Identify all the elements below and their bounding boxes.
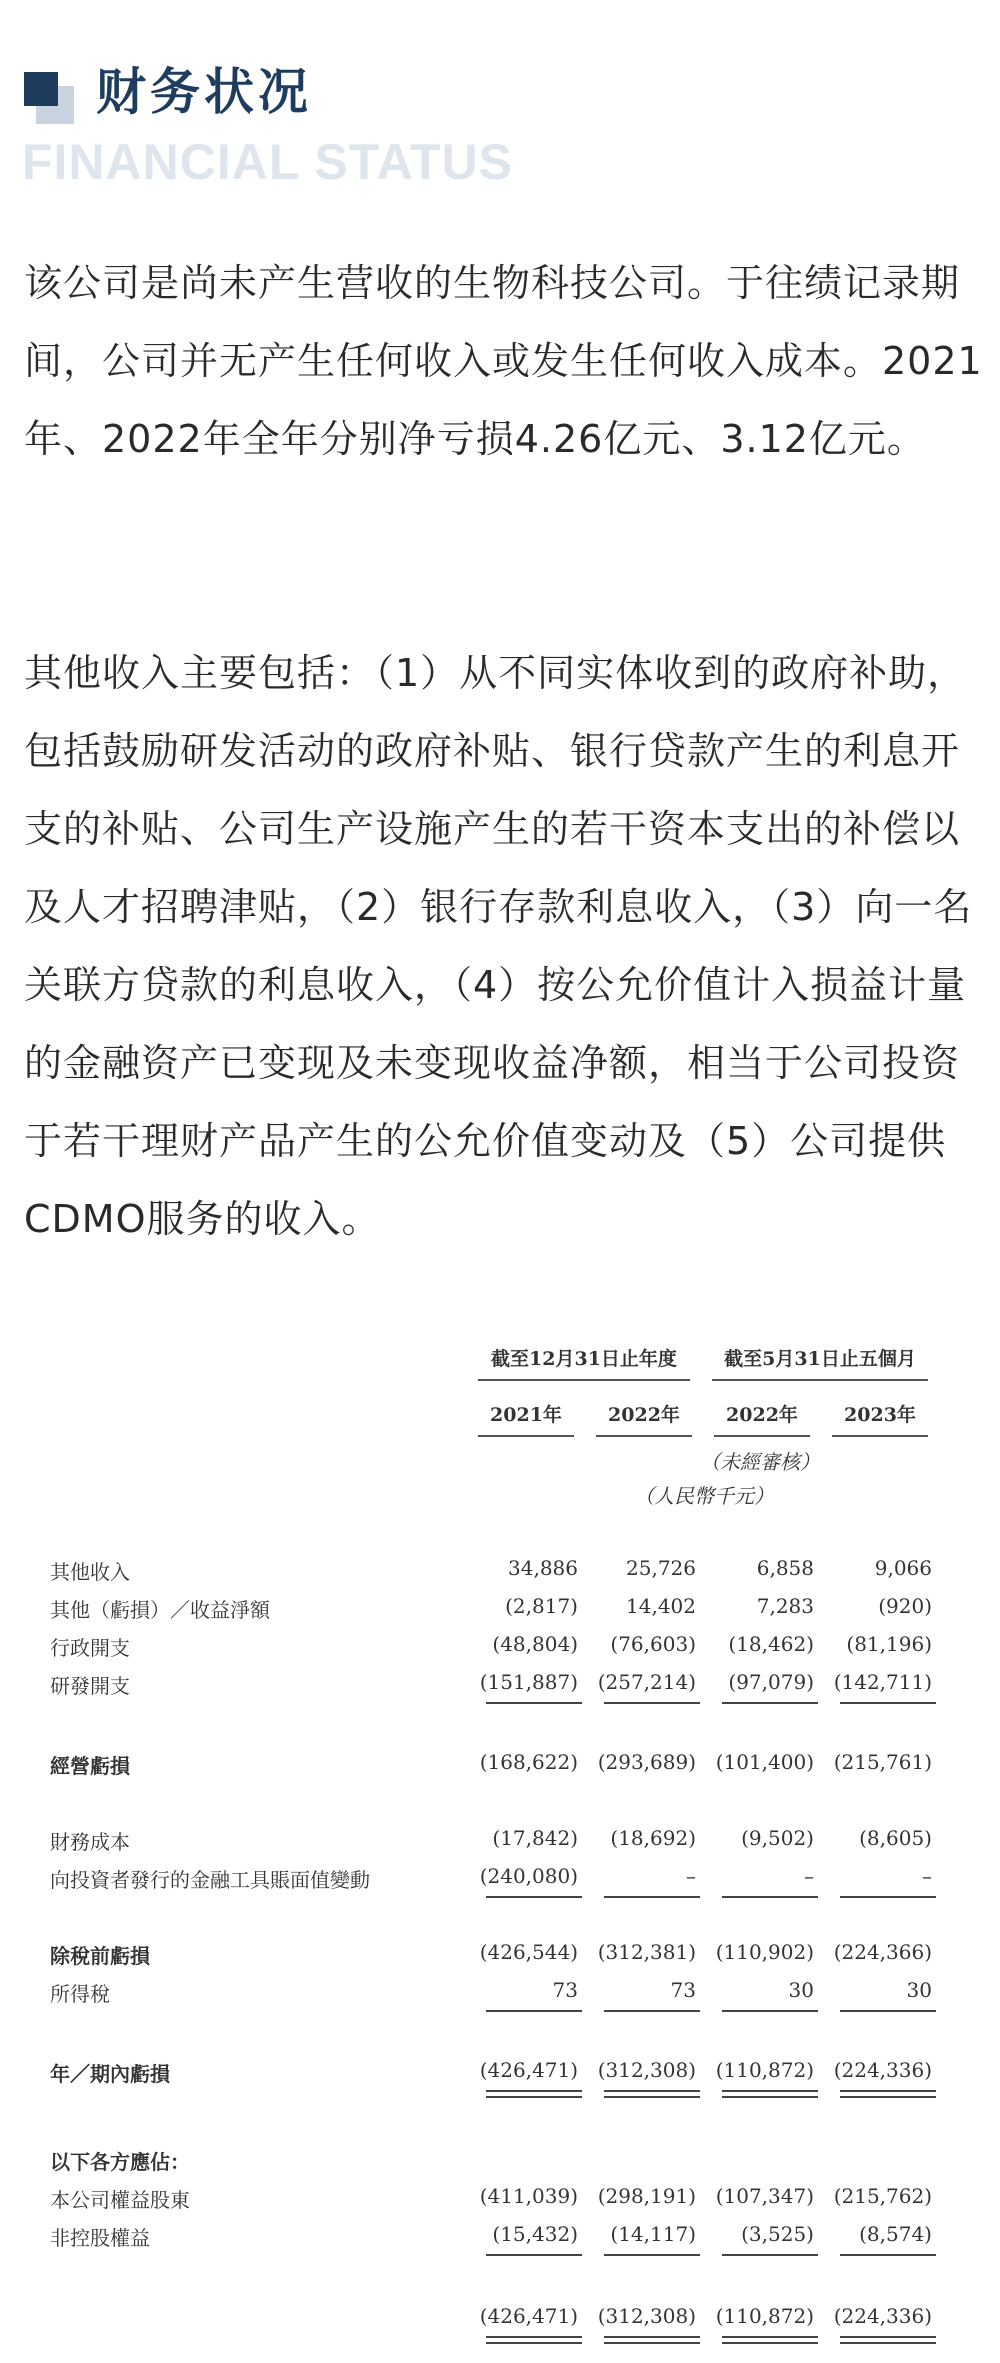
subtotal-rule xyxy=(604,1896,700,1898)
subtotal-rule xyxy=(722,2254,818,2256)
table-cell: (48,804) xyxy=(492,1632,578,1656)
total-double-rule xyxy=(604,2090,700,2098)
table-cell: (215,762) xyxy=(833,2184,932,2208)
row-label: 其他（虧損）／收益淨額 xyxy=(50,1598,270,1622)
table-cell: (426,471) xyxy=(479,2304,578,2328)
table-cell: (110,872) xyxy=(715,2304,814,2328)
table-cell: (8,605) xyxy=(859,1826,932,1850)
table-cell: (257,214) xyxy=(597,1670,696,1694)
total-double-rule xyxy=(840,2090,936,2098)
row-label: 所得稅 xyxy=(50,1982,110,2006)
row-label: 研發開支 xyxy=(50,1674,130,1698)
table-cell: (312,308) xyxy=(597,2304,696,2328)
row-label: 財務成本 xyxy=(50,1830,130,1854)
subtotal-rule xyxy=(486,2010,582,2012)
table-cell: 30 xyxy=(906,1978,932,2002)
table-cell: (240,080) xyxy=(479,1864,578,1888)
table-cell: – xyxy=(922,1864,932,1888)
unaudited-note: （未經審核） xyxy=(700,1450,820,1474)
table-cell: (2,817) xyxy=(505,1594,578,1618)
subtotal-rule xyxy=(604,2010,700,2012)
section-title: 财务状况 xyxy=(96,63,312,121)
table-cell: (9,502) xyxy=(741,1826,814,1850)
table-cell: (312,308) xyxy=(597,2058,696,2082)
currency-note: （人民幣千元） xyxy=(634,1484,774,1508)
table-cell: (224,366) xyxy=(833,1940,932,1964)
column-header: 2022年 xyxy=(714,1400,810,1437)
total-double-rule xyxy=(486,2090,582,2098)
subtotal-rule xyxy=(486,1896,582,1898)
column-header: 2023年 xyxy=(832,1400,928,1437)
table-cell: (18,462) xyxy=(728,1632,814,1656)
table-cell: (293,689) xyxy=(597,1750,696,1774)
table-cell: 34,886 xyxy=(508,1556,578,1580)
table-cell: (224,336) xyxy=(833,2304,932,2328)
row-label-bold: 年／期內虧損 xyxy=(50,2062,170,2086)
total-double-rule xyxy=(722,2336,818,2344)
row-label-bold: 經營虧損 xyxy=(50,1754,130,1778)
section-title-english: FINANCIAL STATUS xyxy=(22,134,513,190)
subtotal-rule xyxy=(604,1702,700,1704)
table-cell: 7,283 xyxy=(756,1594,814,1618)
financial-table xyxy=(0,1330,1000,2363)
row-label: 本公司權益股東 xyxy=(50,2188,190,2212)
table-cell: (101,400) xyxy=(715,1750,814,1774)
subtotal-rule xyxy=(722,1896,818,1898)
table-cell: (168,622) xyxy=(479,1750,578,1774)
table-cell: (8,574) xyxy=(859,2222,932,2246)
subtotal-rule xyxy=(486,2254,582,2256)
table-cell: 73 xyxy=(552,1978,578,2002)
table-cell: (107,347) xyxy=(715,2184,814,2208)
group-header-annual: 截至12月31日止年度 xyxy=(478,1344,690,1381)
table-cell: 14,402 xyxy=(626,1594,696,1618)
subtotal-rule xyxy=(840,1702,936,1704)
subtotal-rule xyxy=(840,1896,936,1898)
total-double-rule xyxy=(486,2336,582,2344)
table-cell: (224,336) xyxy=(833,2058,932,2082)
subtotal-rule xyxy=(604,2254,700,2256)
table-cell: (411,039) xyxy=(479,2184,578,2208)
table-cell: (18,692) xyxy=(610,1826,696,1850)
table-cell: (110,902) xyxy=(715,1940,814,1964)
table-cell: (426,544) xyxy=(479,1940,578,1964)
header-accent-square-dark xyxy=(24,72,58,106)
table-cell: (298,191) xyxy=(597,2184,696,2208)
table-cell: (76,603) xyxy=(610,1632,696,1656)
row-label: 向投資者發行的金融工具賬面值變動 xyxy=(50,1868,370,1892)
column-header: 2021年 xyxy=(478,1400,574,1437)
table-cell: (15,432) xyxy=(492,2222,578,2246)
row-label-bold: 以下各方應佔： xyxy=(50,2150,190,2174)
subtotal-rule xyxy=(722,1702,818,1704)
section-header xyxy=(0,0,1000,200)
table-cell: (3,525) xyxy=(741,2222,814,2246)
table-cell: (14,117) xyxy=(610,2222,696,2246)
table-cell: (312,381) xyxy=(597,1940,696,1964)
subtotal-rule xyxy=(486,1702,582,1704)
table-cell: (17,842) xyxy=(492,1826,578,1850)
row-label-bold: 除稅前虧損 xyxy=(50,1944,150,1968)
row-label: 其他收入 xyxy=(50,1560,130,1584)
table-cell: (81,196) xyxy=(846,1632,932,1656)
group-header-five-months: 截至5月31日止五個月 xyxy=(712,1344,928,1381)
paragraph-revenue-summary: 该公司是尚未产生营收的生物科技公司。于往绩记录期间，公司并无产生任何收入或发生任何收入成本。2021年、2022年全年分别净亏损4.26亿元、3.12亿元。 xyxy=(24,261,983,461)
table-cell: – xyxy=(686,1864,696,1888)
table-cell: – xyxy=(804,1864,814,1888)
total-double-rule xyxy=(722,2090,818,2098)
total-double-rule xyxy=(840,2336,936,2344)
table-cell: (151,887) xyxy=(479,1670,578,1694)
table-cell: 25,726 xyxy=(626,1556,696,1580)
table-cell: (110,872) xyxy=(715,2058,814,2082)
subtotal-rule xyxy=(840,2254,936,2256)
table-cell: 6,858 xyxy=(756,1556,814,1580)
subtotal-rule xyxy=(840,2010,936,2012)
table-cell: (426,471) xyxy=(479,2058,578,2082)
table-cell: (142,711) xyxy=(833,1670,932,1694)
row-label: 行政開支 xyxy=(50,1636,130,1660)
column-header: 2022年 xyxy=(596,1400,692,1437)
subtotal-rule xyxy=(722,2010,818,2012)
total-double-rule xyxy=(604,2336,700,2344)
table-cell: (215,761) xyxy=(833,1750,932,1774)
table-cell: 9,066 xyxy=(874,1556,932,1580)
table-cell: 73 xyxy=(670,1978,696,2002)
table-cell: (97,079) xyxy=(728,1670,814,1694)
table-cell: (920) xyxy=(878,1594,932,1618)
row-label: 非控股權益 xyxy=(50,2226,150,2250)
paragraph-other-income: 其他收入主要包括：（1）从不同实体收到的政府补助，包括鼓励研发活动的政府补贴、银行贷款产生的利息开支的补贴、公司生产设施产生的若干资本支出的补偿以及人才招聘津贴，（2）银行存款利息收入，（3）向一名关联方贷款的利息收入，（4）按公允价值计入损益计量的金融资产已变现及未变现收益净额，相当于公司投资于若干理财产品产生的公允价值变动及（5）公司提供CDMO服务的收入。 xyxy=(24,651,973,1241)
table-cell: 30 xyxy=(788,1978,814,2002)
